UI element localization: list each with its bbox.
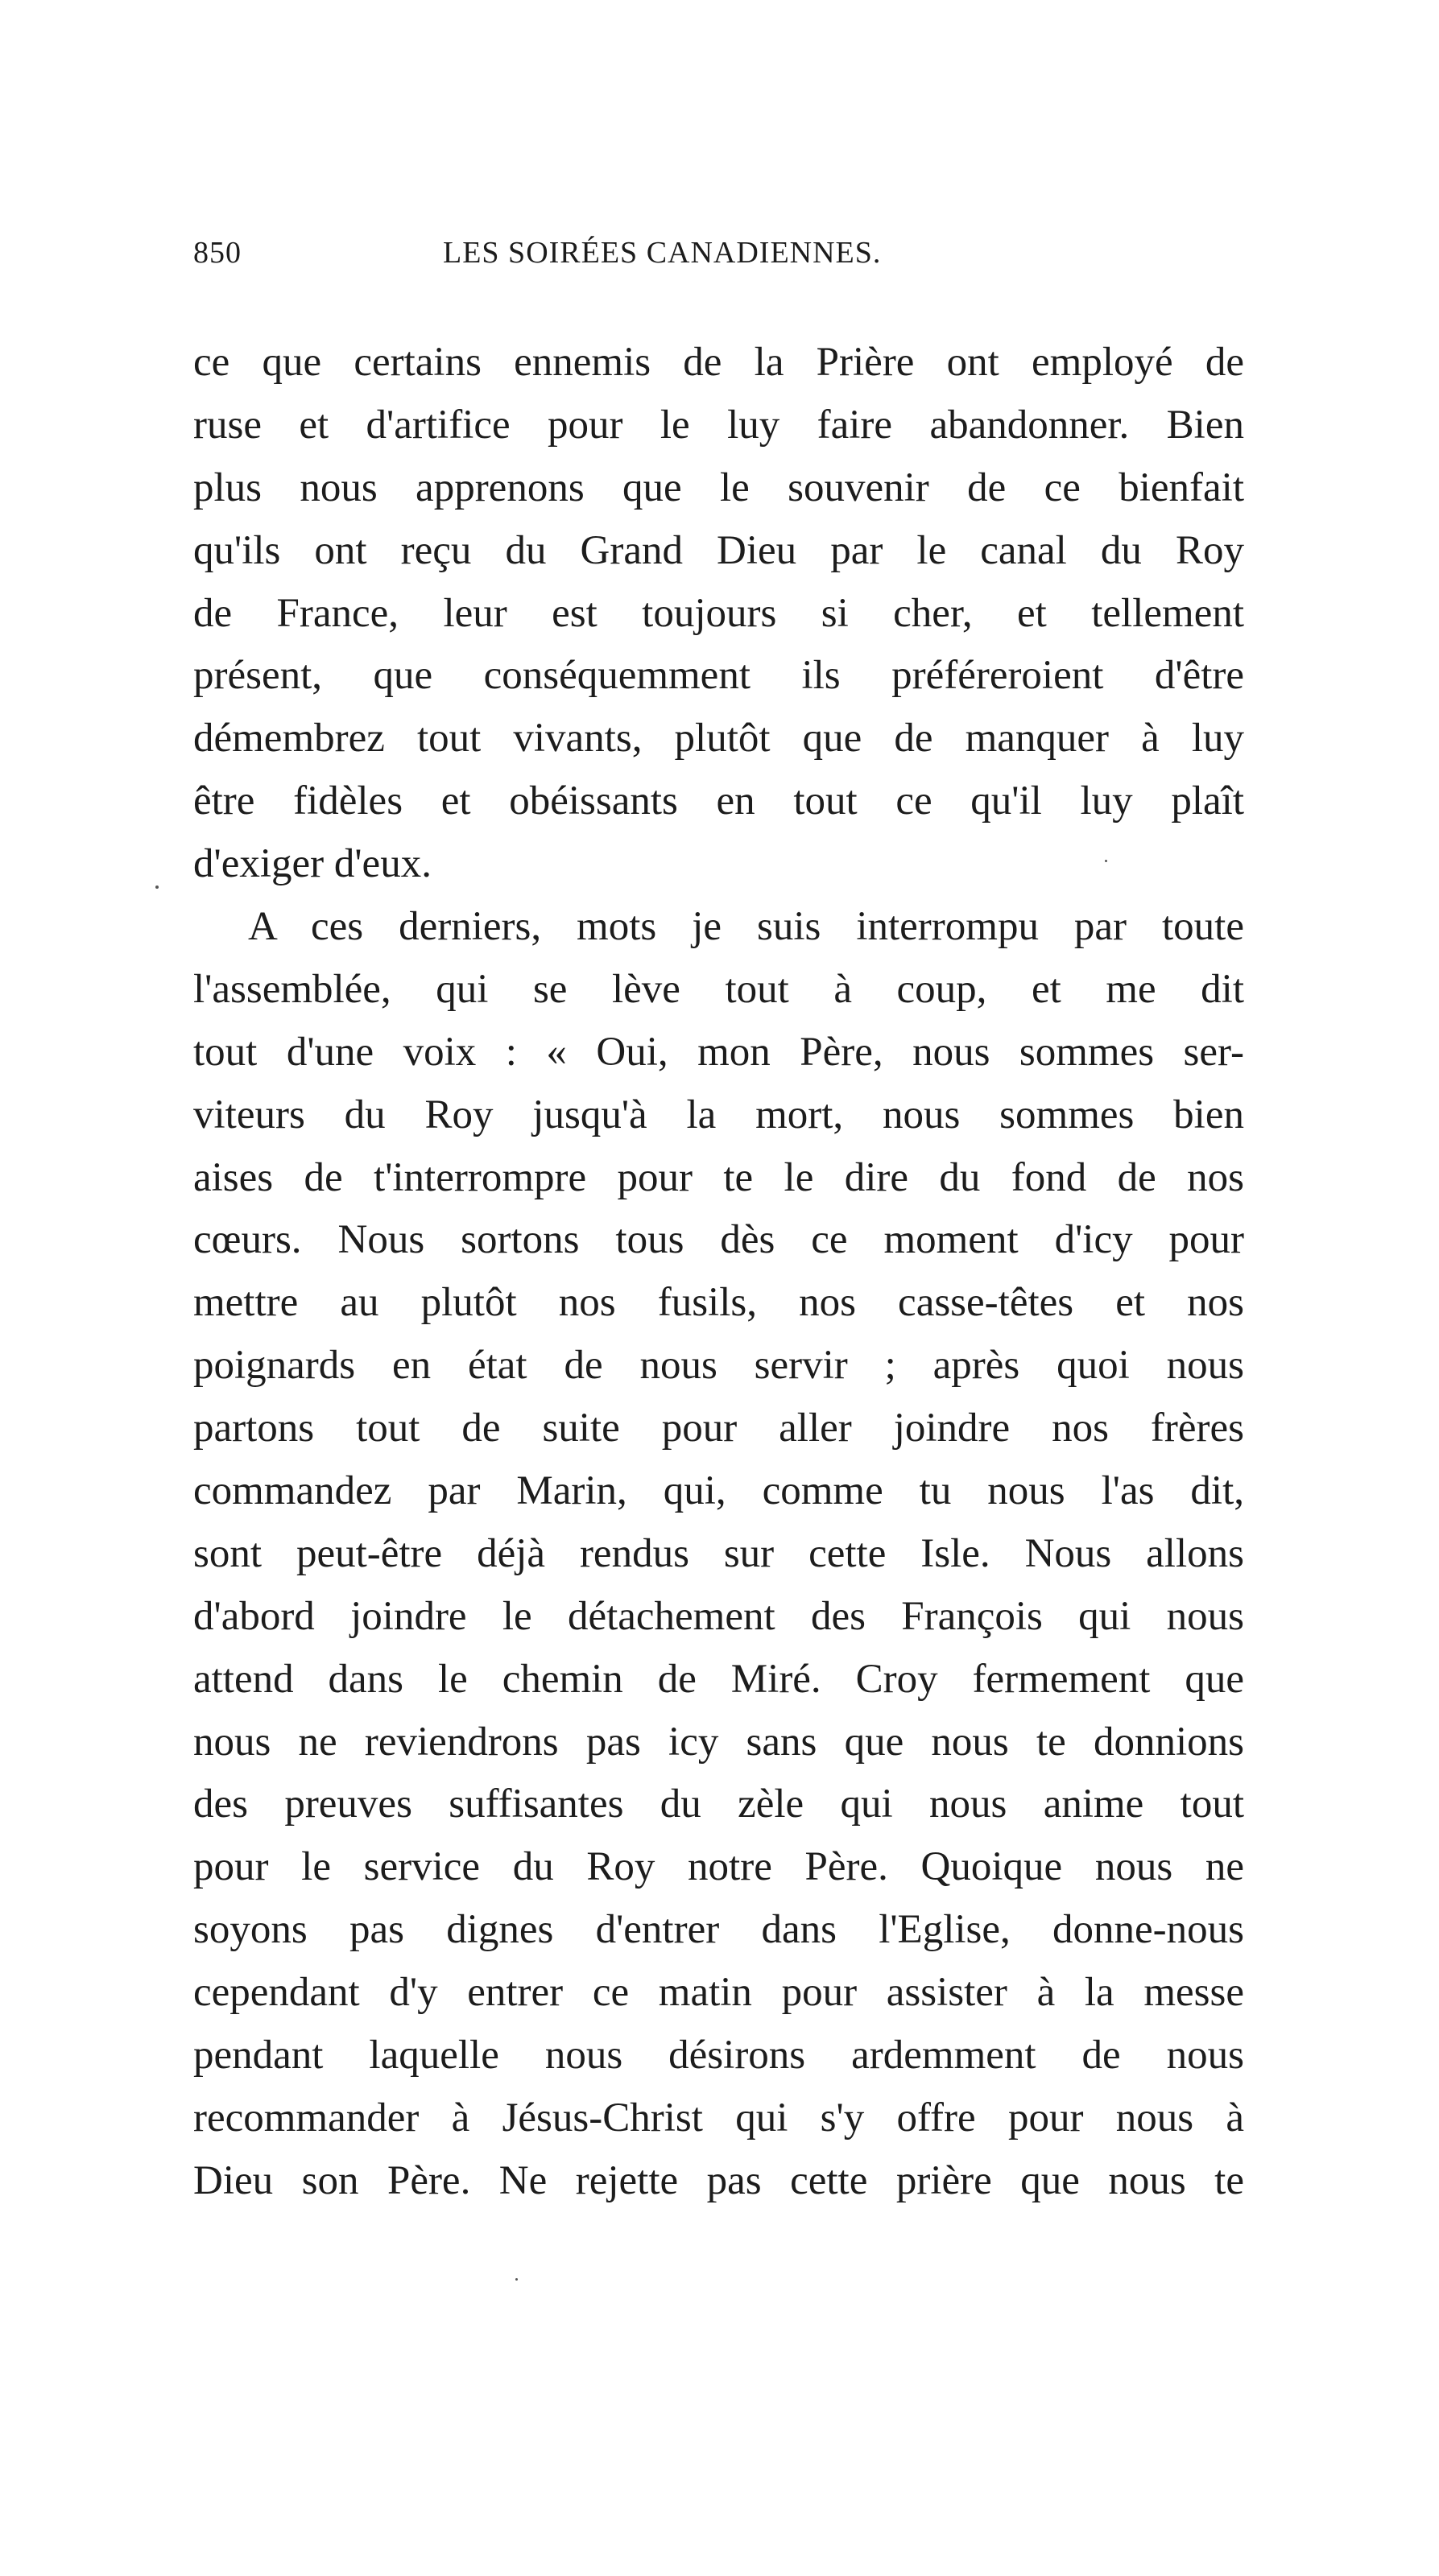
text-line: démembrez tout vivants, plutôt que de manquer à luy <box>193 716 1244 762</box>
print-speck <box>515 2278 518 2281</box>
text-line: être fidèles et obéissants en tout ce qu'il luy plaît <box>193 778 1244 824</box>
running-head <box>193 235 1232 283</box>
text-line: partons tout de suite pour aller joindre nos frères <box>193 1406 1244 1451</box>
text-line: d'abord joindre le détachement des François qui nous <box>193 1593 1244 1639</box>
text-line: plus nous apprenons que le souvenir de ce bienfait <box>193 464 1244 510</box>
text-line: l'assemblée, qui se lève tout à coup, et me dit <box>193 966 1244 1012</box>
text-line: Dieu son Père. Ne rejette pas cette prière que nous te <box>193 2157 1244 2203</box>
text-line: présent, que conséquemment ils préféreroient d'être <box>193 653 1244 699</box>
paragraph-end-line: d'exiger d'eux. <box>193 841 432 887</box>
body-text <box>193 332 1244 2213</box>
text-line: aises de t'interrompre pour te le dire du fond de nos <box>193 1154 1244 1200</box>
text-line: attend dans le chemin de Miré. Croy fermement que <box>193 1656 1244 1702</box>
text-line: de France, leur est toujours si cher, et tellement <box>193 590 1244 636</box>
text-line: nous ne reviendrons pas icy sans que nous te donnions <box>193 1719 1244 1765</box>
text-line: pour le service du Roy notre Père. Quoique nous ne <box>193 1844 1244 1890</box>
page-number: 850 <box>193 236 242 270</box>
text-line: des preuves suffisantes du zèle qui nous anime tout <box>193 1781 1244 1827</box>
paragraph-start-line: A ces derniers, mots je suis interrompu par toute <box>248 904 1244 950</box>
text-line: viteurs du Roy jusqu'à la mort, nous sommes bien <box>193 1092 1244 1137</box>
text-line: cependant d'y entrer ce matin pour assister à la messe <box>193 1970 1244 2016</box>
running-title: LES SOIRÉES CANADIENNES. <box>443 236 882 270</box>
text-line: pendant laquelle nous désirons ardemment de nous <box>193 2033 1244 2079</box>
text-line: tout d'une voix : « Oui, mon Père, nous sommes ser- <box>193 1029 1244 1075</box>
text-line: sont peut-être déjà rendus sur cette Isle. Nous allons <box>193 1530 1244 1576</box>
text-line: recommander à Jésus-Christ qui s'y offre pour nous à <box>193 2095 1244 2140</box>
text-line: ruse et d'artifice pour le luy faire abandonner. Bien <box>193 402 1244 448</box>
text-line: mettre au plutôt nos fusils, nos casse-têtes et nos <box>193 1280 1244 1326</box>
text-line: soyons pas dignes d'entrer dans l'Eglise, donne-nous <box>193 1907 1244 1953</box>
text-line: qu'ils ont reçu du Grand Dieu par le canal du Roy <box>193 527 1244 573</box>
print-speck <box>155 886 159 889</box>
text-line: ce que certains ennemis de la Prière ont employé de <box>193 340 1244 385</box>
text-line: commandez par Marin, qui, comme tu nous l'as dit, <box>193 1468 1244 1514</box>
print-speck <box>1105 860 1107 862</box>
text-line: poignards en état de nous servir ; après quoi nous <box>193 1343 1244 1389</box>
text-line: cœurs. Nous sortons tous dès ce moment d'icy pour <box>193 1217 1244 1263</box>
